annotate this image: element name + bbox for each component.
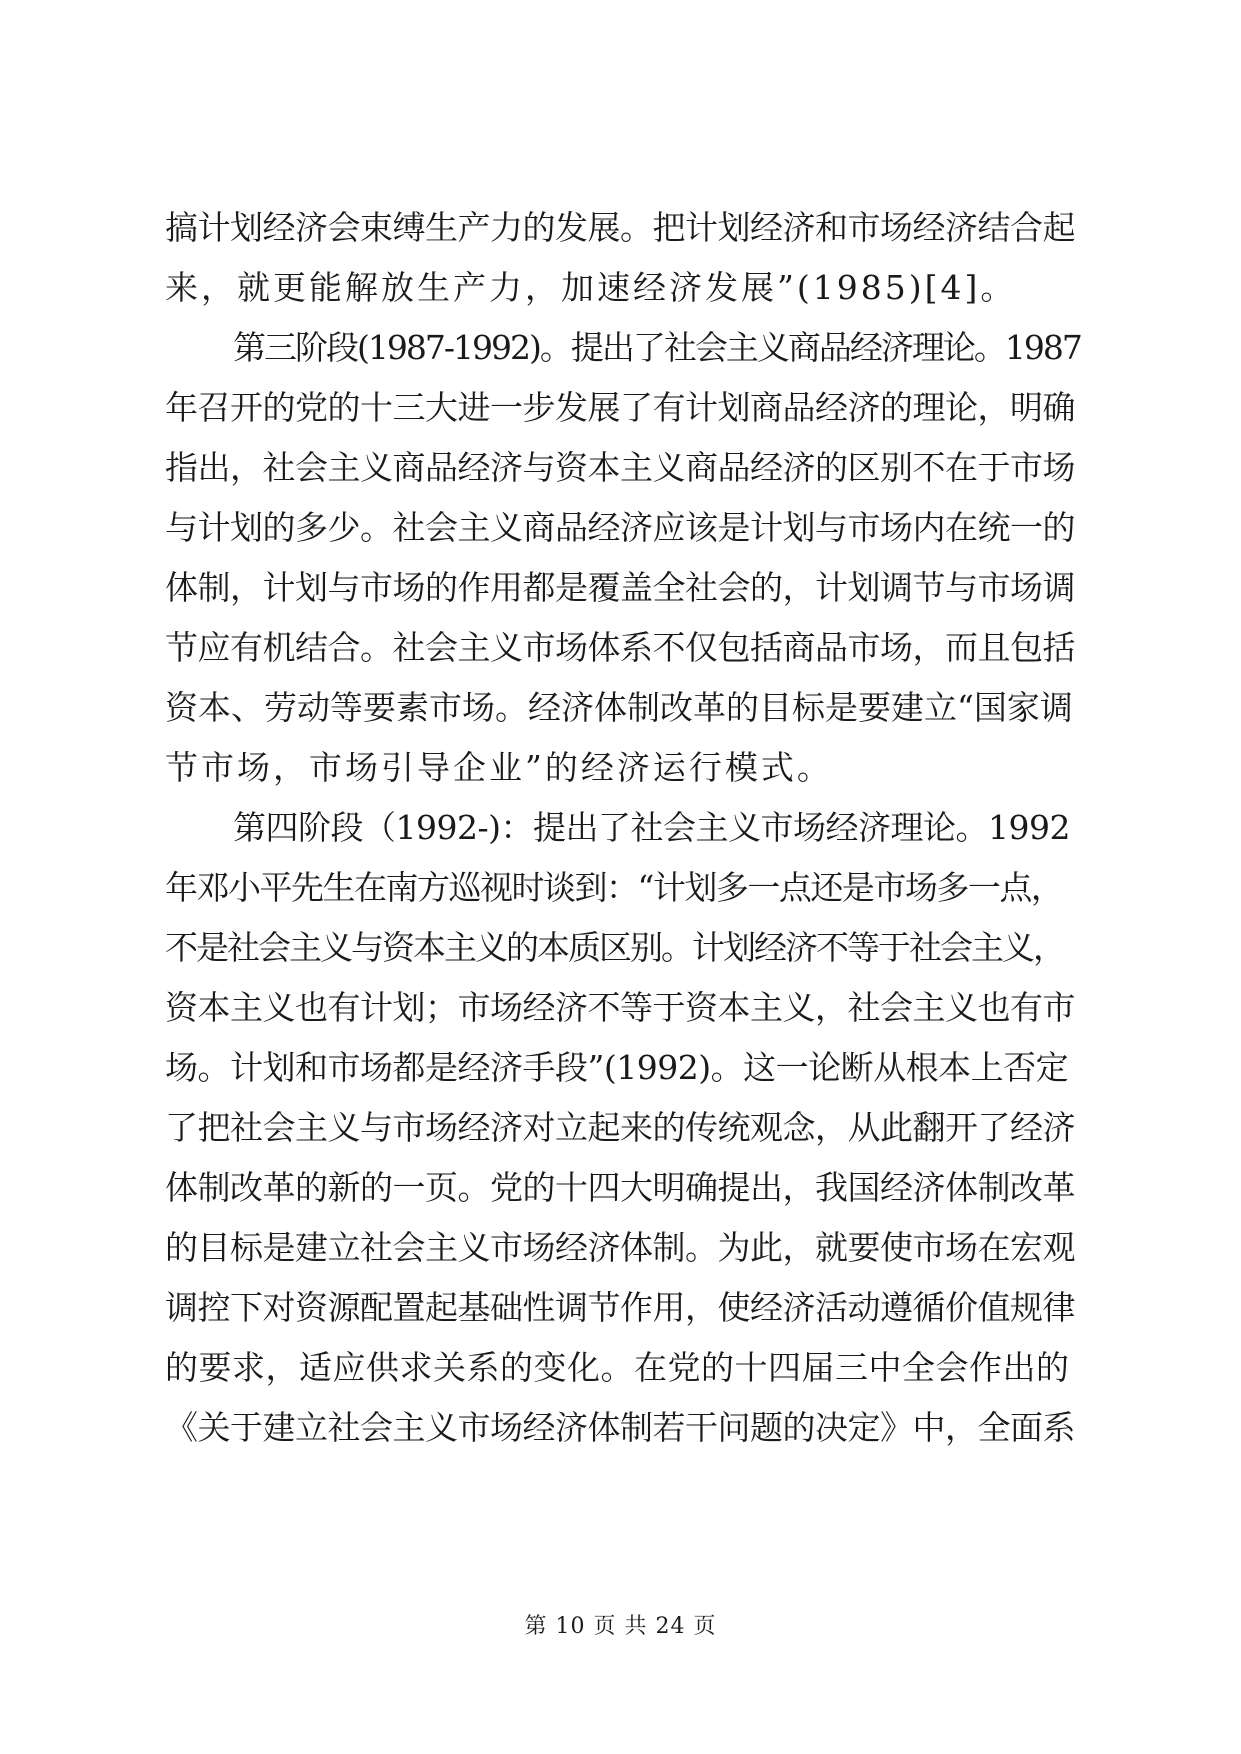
paragraph-start-line: 第三阶段(1987-1992)。提出了社会主义商品经济理论。1987 [233, 328, 1081, 367]
body-line: 调控下对资源配置起基础性调节作用，使经济活动遵循价值规律 [165, 1288, 1075, 1327]
body-line: 资本主义也有计划；市场经济不等于资本主义，社会主义也有市 [165, 988, 1075, 1027]
body-line: 年邓小平先生在南方巡视时谈到：“计划多一点还是市场多一点， [165, 868, 1063, 907]
body-line: 体制改革的新的一页。党的十四大明确提出，我国经济体制改革 [165, 1168, 1075, 1207]
body-line: 场。计划和市场都是经济手段”(1992)。这一论断从根本上否定 [165, 1048, 1069, 1087]
body-line: 年召开的党的十三大进一步发展了有计划商品经济的理论，明确 [165, 388, 1075, 427]
body-line: 了把社会主义与市场经济对立起来的传统观念，从此翻开了经济 [165, 1108, 1075, 1147]
paragraph-start-line: 第四阶段（1992-)：提出了社会主义市场经济理论。1992 [233, 808, 1070, 847]
body-line: 的要求，适应供求关系的变化。在党的十四届三中全会作出的 [165, 1348, 1070, 1387]
body-line: 体制，计划与市场的作用都是覆盖全社会的，计划调节与市场调 [165, 568, 1075, 607]
body-line: 指出，社会主义商品经济与资本主义商品经济的区别不在于市场 [165, 448, 1075, 487]
page-number-footer: 第 10 页 共 24 页 [524, 1614, 717, 1639]
body-line: 资本、劳动等要素市场。经济体制改革的目标是要建立“国家调 [165, 688, 1073, 727]
body-line: 来，就更能解放生产力，加速经济发展”(1985)[4]。 [165, 268, 1017, 307]
body-line: 节市场，市场引导企业”的经济运行模式。 [165, 748, 833, 787]
body-line: 《关于建立社会主义市场经济体制若干问题的决定》中，全面系 [165, 1408, 1075, 1447]
body-line: 的目标是建立社会主义市场经济体制。为此，就要使市场在宏观 [165, 1228, 1075, 1267]
body-line: 不是社会主义与资本主义的本质区别。计划经济不等于社会主义， [165, 928, 1064, 967]
body-line: 节应有机结合。社会主义市场体系不仅包括商品市场，而且包括 [165, 628, 1075, 667]
body-line: 搞计划经济会束缚生产力的发展。把计划经济和市场经济结合起 [165, 208, 1075, 247]
body-line: 与计划的多少。社会主义商品经济应该是计划与市场内在统一的 [165, 508, 1075, 547]
